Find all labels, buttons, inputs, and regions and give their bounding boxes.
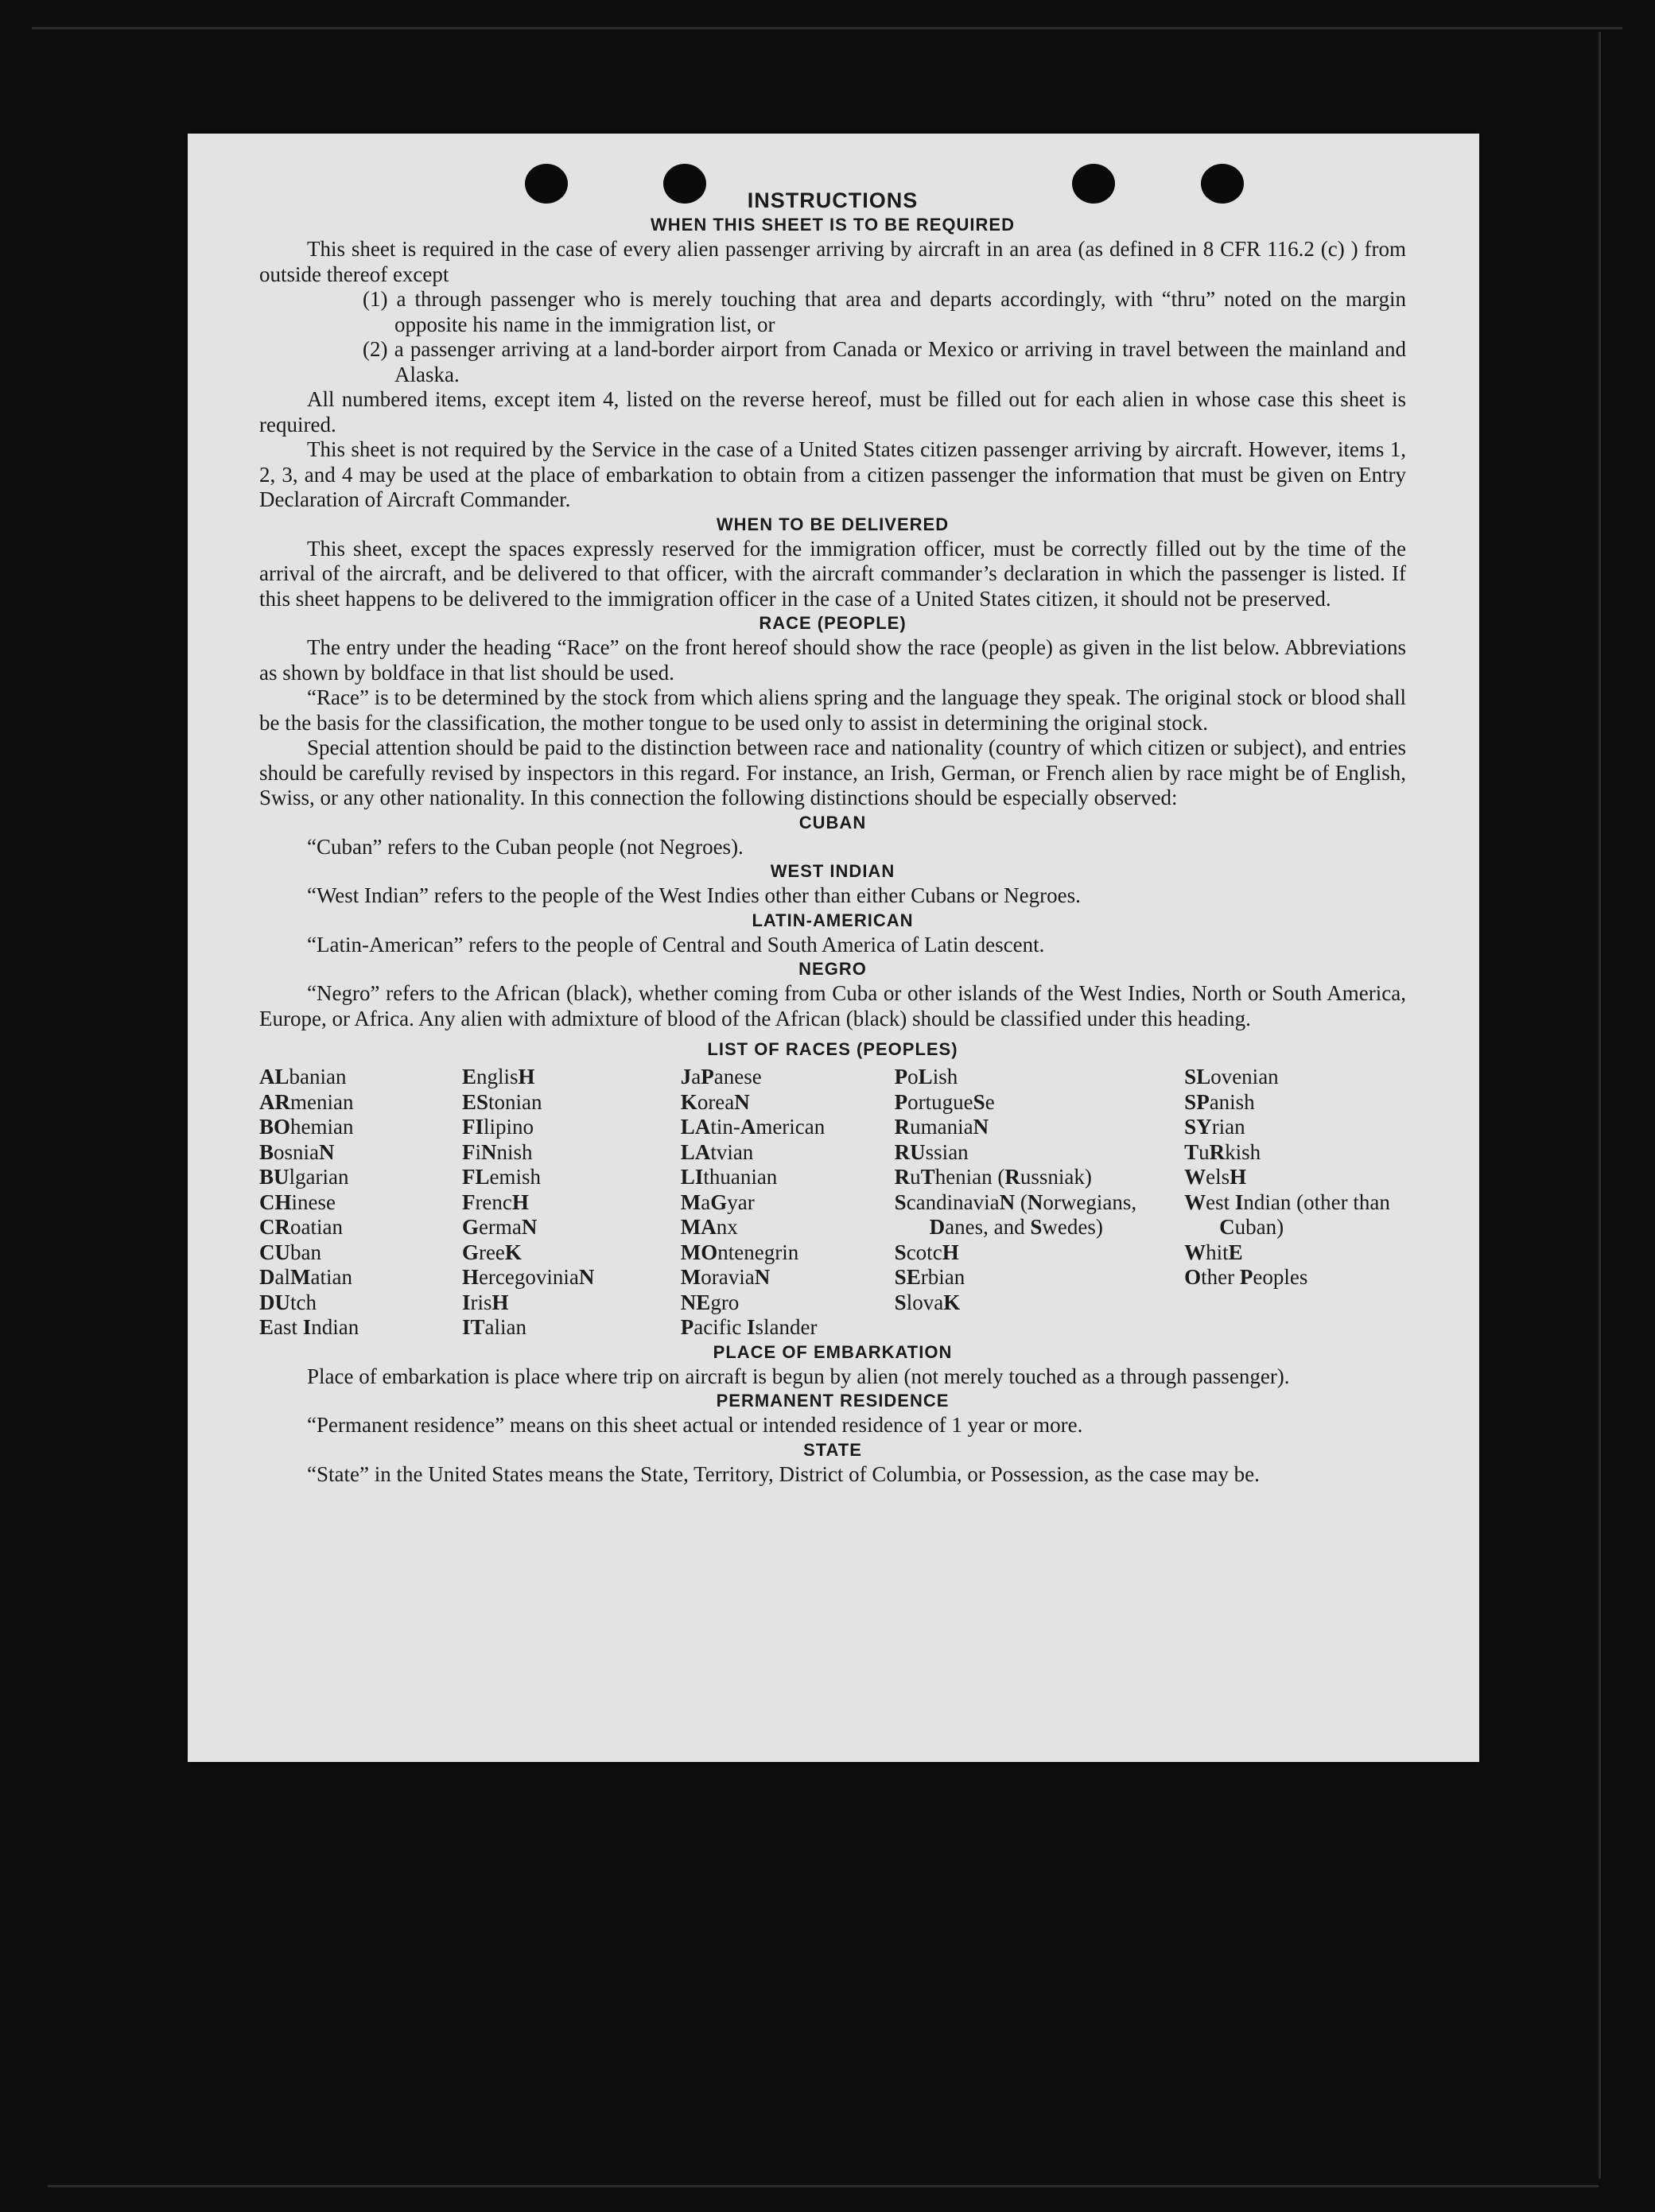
section-heading-west-indian: WEST INDIAN <box>770 861 895 881</box>
race-column <box>681 1065 895 1341</box>
section-heading-embarkation: PLACE OF EMBARKATION <box>713 1341 953 1362</box>
list-item: WelsH <box>1184 1165 1247 1189</box>
page-title: INSTRUCTIONS <box>747 188 919 212</box>
race-column <box>259 1065 462 1341</box>
list-item: ALbanian <box>259 1065 347 1089</box>
paragraph: Special attention should be paid to the distinction between race and nationality (country of which citizen or subject), and entries should be carefully revised by inspectors in this regard. For instance, an Irish, German, or French alien by race might be of English, Swiss, or any other nationality. In this connection the following distinctions should be especially observed: <box>259 735 1406 809</box>
section-heading-race: RACE (PEOPLE) <box>759 613 907 633</box>
instructions-content <box>259 188 1406 1487</box>
scan-edge-bottom <box>48 2185 1599 2187</box>
list-item: ARmenian <box>259 1089 354 1114</box>
section-heading-latin-american: LATIN-AMERICAN <box>752 910 914 930</box>
list-item: BUlgarian <box>259 1165 349 1189</box>
list-item: MAnx <box>680 1215 738 1239</box>
list-item: RuThenian (Russniak) <box>894 1165 1092 1189</box>
list-item: MOntenegrin <box>680 1240 799 1264</box>
race-column <box>895 1065 1184 1341</box>
paragraph: “Race” is to be determined by the stock from which aliens spring and the language they speak. The original stock or blood shall be the basis for the classification, the mother tongue to be used only to assist in determining the original stock. <box>259 685 1406 735</box>
paragraph: This sheet is required in the case of every alien passenger arriving by aircraft in an area (as defined in 8 CFR 116.2 (c) ) from outside thereof except <box>259 237 1406 286</box>
list-item: CUban <box>259 1240 321 1264</box>
list-item: BOhemian <box>259 1115 354 1139</box>
list-item: SlovaK <box>894 1290 961 1314</box>
paragraph: “Cuban” refers to the Cuban people (not Negroes). <box>307 834 744 859</box>
list-item: CHinese <box>259 1189 336 1214</box>
list-item: CRoatian <box>259 1215 343 1239</box>
list-item: JaPanese <box>680 1065 762 1089</box>
scan-edge-top <box>32 27 1622 29</box>
paragraph: All numbered items, except item 4, listed on the reverse hereof, must be filled out for each alien in whose case this sheet is required. <box>259 387 1406 437</box>
list-item: FIlipino <box>461 1115 534 1139</box>
race-column <box>1184 1065 1406 1341</box>
paragraph: “Permanent residence” means on this sheet actual or intended residence of 1 year or more. <box>307 1413 1083 1437</box>
list-item: (1) a through passenger who is merely touching that area and departs accordingly, with “thru” noted on the margin opposite his name in the immigration list, or <box>363 287 1406 336</box>
list-item: LAtvian <box>680 1139 754 1164</box>
section-heading-negro: NEGRO <box>798 959 867 979</box>
list-item: KoreaN <box>680 1089 750 1114</box>
list-item: SYrian <box>1184 1115 1245 1139</box>
section-heading-delivered: WHEN TO BE DELIVERED <box>716 514 950 534</box>
list-item: ITalian <box>461 1315 526 1339</box>
race-list <box>259 1065 1406 1341</box>
paragraph: “Latin-American” refers to the people of Central and South America of Latin descent. <box>307 932 1045 957</box>
list-item: EStonian <box>461 1089 542 1114</box>
list-item: ScotcH <box>894 1240 959 1264</box>
list-item: FrencH <box>461 1189 529 1214</box>
list-item: MaGyar <box>680 1189 755 1214</box>
list-item: WhitE <box>1184 1240 1243 1264</box>
section-heading-state: STATE <box>803 1439 862 1460</box>
list-item: DUtch <box>259 1290 317 1314</box>
paragraph: The entry under the heading “Race” on the front hereof should show the race (people) as given in the list below. Abbreviations as shown by boldface in that list should be used. <box>259 635 1406 685</box>
list-item: HercegoviniaN <box>461 1265 595 1289</box>
paragraph: This sheet is not required by the Service in the case of a United States citizen passenger arriving by aircraft. However, items 1, 2, 3, and 4 may be used at the place of embarkation to obtain from a citizen passenger the information that must be given on Entry Declaration of Aircraft Commander. <box>259 437 1406 511</box>
race-column <box>462 1065 681 1341</box>
list-item: Other Peoples <box>1184 1265 1308 1289</box>
list-item: BosniaN <box>259 1139 335 1164</box>
list-item: TuRkish <box>1184 1139 1261 1164</box>
list-item: FLemish <box>461 1165 541 1189</box>
paragraph: “West Indian” refers to the people of the West Indies other than either Cubans or Negroes. <box>307 883 1081 907</box>
scan-edge-right <box>1599 32 1601 2179</box>
paragraph: Place of embarkation is place where trip on aircraft is begun by alien (not merely touched as a through passenger). <box>307 1364 1290 1388</box>
section-heading-residence: PERMANENT RESIDENCE <box>716 1391 950 1411</box>
list-item: IrisH <box>461 1290 509 1314</box>
paragraph: “Negro” refers to the African (black), whether coming from Cuba or other islands of the West Indies, North or South America, Europe, or Africa. Any alien with admixture of blood of the African (black) should be classified under this heading. <box>259 981 1406 1030</box>
list-item: West Indian (other than Cuban) <box>1184 1189 1390 1239</box>
list-item: SPanish <box>1184 1089 1255 1114</box>
list-item: NEgro <box>680 1290 740 1314</box>
list-item: PoLish <box>894 1065 958 1089</box>
list-item: EnglisH <box>461 1065 535 1089</box>
list-item: ScandinaviaN (Norwegians, Danes, and Swedes) <box>894 1189 1137 1239</box>
list-item: GermaN <box>461 1215 538 1239</box>
list-item: RumaniaN <box>894 1115 989 1139</box>
section-heading-cuban: CUBAN <box>798 812 867 832</box>
list-item: SLovenian <box>1184 1065 1279 1089</box>
list-item: LIthuanian <box>680 1165 778 1189</box>
list-item: (2) a passenger arriving at a land-border airport from Canada or Mexico or arriving in travel between the mainland and Alaska. <box>363 337 1406 386</box>
list-item: PortugueSe <box>894 1089 995 1114</box>
paragraph: This sheet, except the spaces expressly reserved for the immigration officer, must be correctly filled out by the time of the arrival of the aircraft, and be delivered to that officer, with the aircraft commander’s declaration in which the passenger is listed. If this sheet happens to be delivered to the immigration officer in the case of a United States citizen, it should not be preserved. <box>259 536 1406 611</box>
list-item: RUssian <box>894 1139 969 1164</box>
section-heading-required: WHEN THIS SHEET IS TO BE REQUIRED <box>651 215 1015 235</box>
section-heading-list: LIST OF RACES (PEOPLES) <box>707 1039 958 1059</box>
document-sheet <box>188 134 1479 1762</box>
list-item: MoraviaN <box>680 1265 771 1289</box>
list-item: DalMatian <box>259 1265 352 1289</box>
paragraph: “State” in the United States means the State, Territory, District of Columbia, or Possession, as the case may be. <box>307 1461 1260 1486</box>
list-item: FiNnish <box>461 1139 533 1164</box>
list-item: GreeK <box>461 1240 522 1264</box>
list-item: SErbian <box>894 1265 965 1289</box>
list-item: LAtin-American <box>680 1115 826 1139</box>
list-item: East Indian <box>259 1315 359 1339</box>
list-item: Pacific Islander <box>680 1315 818 1339</box>
